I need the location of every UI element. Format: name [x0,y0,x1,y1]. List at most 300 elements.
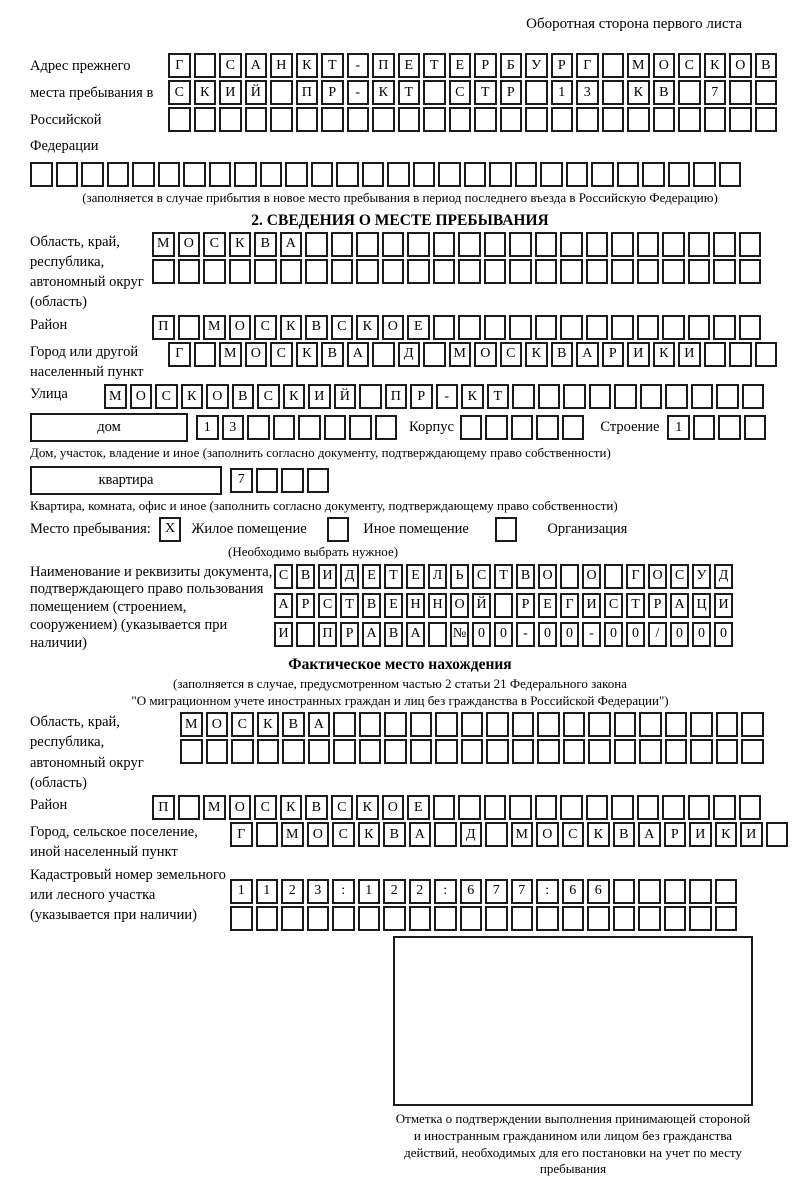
char-cell[interactable] [178,795,201,820]
char-cell[interactable] [690,712,713,737]
char-cell[interactable] [536,906,559,931]
char-cell[interactable]: К [229,232,252,257]
char-cell[interactable]: 6 [562,879,585,904]
char-cell[interactable]: 1 [667,415,690,440]
char-cell[interactable]: Г [626,564,645,589]
char-cell[interactable] [537,739,560,764]
char-cell[interactable] [387,162,410,187]
char-cell[interactable] [486,712,509,737]
char-cell[interactable]: К [356,795,379,820]
char-cell[interactable] [260,162,283,187]
char-cell[interactable] [611,259,634,284]
char-cell[interactable]: О [229,315,252,340]
char-cell[interactable]: Г [168,342,191,367]
char-cell[interactable] [637,315,660,340]
char-cell[interactable]: О [450,593,469,618]
char-cell[interactable] [560,259,583,284]
char-cell[interactable]: К [715,822,738,847]
char-cell[interactable] [664,906,687,931]
char-cell[interactable] [729,80,752,105]
char-cell[interactable] [689,879,712,904]
char-cell[interactable]: С [678,53,701,78]
char-cell[interactable] [256,906,279,931]
char-cell[interactable]: О [307,822,330,847]
char-cell[interactable] [178,259,201,284]
char-cell[interactable]: Г [230,822,253,847]
char-cell[interactable]: И [740,822,763,847]
char-cell[interactable] [409,906,432,931]
char-cell[interactable] [604,564,623,589]
char-cell[interactable] [152,259,175,284]
char-cell[interactable] [81,162,104,187]
char-cell[interactable]: А [274,593,293,618]
char-cell[interactable] [637,259,660,284]
char-cell[interactable]: В [305,315,328,340]
char-cell[interactable] [716,384,739,409]
char-cell[interactable]: Т [321,53,344,78]
char-cell[interactable] [435,712,458,737]
char-cell[interactable] [755,342,778,367]
char-cell[interactable] [486,739,509,764]
char-cell[interactable]: Е [407,795,430,820]
char-cell[interactable] [535,259,558,284]
char-cell[interactable]: К [461,384,484,409]
char-cell[interactable] [410,739,433,764]
char-cell[interactable] [689,906,712,931]
char-cell[interactable] [382,259,405,284]
char-cell[interactable]: И [219,80,242,105]
char-cell[interactable]: 2 [281,879,304,904]
char-cell[interactable] [438,162,461,187]
char-cell[interactable]: С [332,822,355,847]
char-cell[interactable]: И [678,342,701,367]
char-cell[interactable] [551,107,574,132]
char-cell[interactable] [460,415,483,440]
char-cell[interactable]: - [347,80,370,105]
char-cell[interactable]: Т [487,384,510,409]
char-cell[interactable] [562,906,585,931]
char-cell[interactable] [194,53,217,78]
char-cell[interactable] [588,739,611,764]
char-cell[interactable] [576,107,599,132]
char-cell[interactable] [219,107,242,132]
char-cell[interactable] [280,259,303,284]
char-cell[interactable] [307,468,330,493]
char-cell[interactable]: В [321,342,344,367]
char-cell[interactable]: А [308,712,331,737]
char-cell[interactable] [637,795,660,820]
char-cell[interactable] [484,315,507,340]
char-cell[interactable]: Р [340,622,359,647]
char-cell[interactable] [688,795,711,820]
char-cell[interactable] [410,712,433,737]
char-cell[interactable]: О [648,564,667,589]
char-cell[interactable]: И [308,384,331,409]
char-cell[interactable]: / [648,622,667,647]
char-cell[interactable]: В [254,232,277,257]
char-cell[interactable] [458,232,481,257]
char-cell[interactable]: Е [362,564,381,589]
char-cell[interactable]: К [525,342,548,367]
char-cell[interactable]: 0 [538,622,557,647]
char-cell[interactable] [358,906,381,931]
char-cell[interactable] [563,712,586,737]
char-cell[interactable]: О [229,795,252,820]
char-cell[interactable]: М [152,232,175,257]
char-cell[interactable]: Т [398,80,421,105]
char-cell[interactable] [428,622,447,647]
char-cell[interactable] [755,80,778,105]
char-cell[interactable]: В [755,53,778,78]
char-cell[interactable] [423,342,446,367]
char-cell[interactable] [245,107,268,132]
char-cell[interactable] [285,162,308,187]
char-cell[interactable] [602,53,625,78]
char-cell[interactable]: В [305,795,328,820]
char-cell[interactable] [398,107,421,132]
char-cell[interactable]: И [582,593,601,618]
char-cell[interactable]: В [296,564,315,589]
char-cell[interactable]: В [384,622,403,647]
char-cell[interactable] [662,315,685,340]
char-cell[interactable] [296,107,319,132]
char-cell[interactable]: П [152,795,175,820]
char-cell[interactable] [729,107,752,132]
char-cell[interactable]: Р [516,593,535,618]
char-cell[interactable]: Е [449,53,472,78]
char-cell[interactable] [611,232,634,257]
char-cell[interactable]: 0 [714,622,733,647]
char-cell[interactable] [247,415,270,440]
char-cell[interactable]: С [500,342,523,367]
char-cell[interactable] [209,162,232,187]
char-cell[interactable]: М [180,712,203,737]
char-cell[interactable] [755,107,778,132]
char-cell[interactable] [744,415,767,440]
char-cell[interactable] [474,107,497,132]
char-cell[interactable]: П [296,80,319,105]
char-cell[interactable]: А [670,593,689,618]
char-cell[interactable]: 0 [670,622,689,647]
char-cell[interactable]: - [582,622,601,647]
char-cell[interactable]: 7 [704,80,727,105]
char-cell[interactable]: К [280,315,303,340]
char-cell[interactable] [281,468,304,493]
char-cell[interactable] [382,232,405,257]
char-cell[interactable] [613,906,636,931]
char-cell[interactable]: А [576,342,599,367]
char-cell[interactable] [308,739,331,764]
char-cell[interactable] [563,739,586,764]
char-cell[interactable]: Е [407,315,430,340]
char-cell[interactable] [653,107,676,132]
char-cell[interactable]: С [318,593,337,618]
char-cell[interactable] [664,879,687,904]
char-cell[interactable]: Т [340,593,359,618]
char-cell[interactable] [458,315,481,340]
char-cell[interactable] [511,906,534,931]
char-cell[interactable]: С [331,795,354,820]
char-cell[interactable] [332,906,355,931]
char-cell[interactable] [489,162,512,187]
char-cell[interactable] [525,107,548,132]
char-cell[interactable] [484,232,507,257]
char-cell[interactable]: С [604,593,623,618]
char-cell[interactable] [423,80,446,105]
char-cell[interactable] [231,739,254,764]
char-cell[interactable] [433,232,456,257]
char-cell[interactable] [324,415,347,440]
char-cell[interactable]: О [206,384,229,409]
char-cell[interactable] [627,107,650,132]
char-cell[interactable] [560,795,583,820]
char-cell[interactable]: Р [500,80,523,105]
char-cell[interactable]: Т [626,593,645,618]
char-cell[interactable] [434,822,457,847]
char-cell[interactable]: Р [410,384,433,409]
char-cell[interactable]: К [283,384,306,409]
char-cell[interactable]: 7 [230,468,253,493]
char-cell[interactable]: 1 [358,879,381,904]
char-cell[interactable] [642,162,665,187]
char-cell[interactable]: Т [384,564,403,589]
char-cell[interactable]: С [472,564,491,589]
char-cell[interactable] [741,712,764,737]
char-cell[interactable]: И [689,822,712,847]
char-cell[interactable]: И [627,342,650,367]
char-cell[interactable] [407,232,430,257]
char-cell[interactable] [586,259,609,284]
char-cell[interactable]: С [562,822,585,847]
char-cell[interactable] [704,342,727,367]
char-cell[interactable]: : [536,879,559,904]
char-cell[interactable]: Р [648,593,667,618]
char-cell[interactable]: К [296,53,319,78]
char-cell[interactable] [433,259,456,284]
char-cell[interactable]: № [450,622,469,647]
char-cell[interactable] [693,162,716,187]
char-cell[interactable] [536,415,559,440]
char-cell[interactable] [433,795,456,820]
char-cell[interactable] [484,259,507,284]
char-cell[interactable] [713,259,736,284]
char-cell[interactable]: 1 [196,415,219,440]
char-cell[interactable]: К [280,795,303,820]
char-cell[interactable]: С [219,53,242,78]
char-cell[interactable] [538,384,561,409]
char-cell[interactable]: О [382,795,405,820]
char-cell[interactable] [611,315,634,340]
char-cell[interactable] [509,259,532,284]
char-cell[interactable]: О [474,342,497,367]
char-cell[interactable] [270,107,293,132]
char-cell[interactable] [535,232,558,257]
char-cell[interactable] [535,795,558,820]
char-cell[interactable]: К [372,80,395,105]
char-cell[interactable]: 2 [383,879,406,904]
char-cell[interactable] [512,384,535,409]
char-cell[interactable] [375,415,398,440]
char-cell[interactable]: В [653,80,676,105]
char-cell[interactable]: А [406,622,425,647]
char-cell[interactable] [614,712,637,737]
char-cell[interactable] [688,315,711,340]
char-cell[interactable] [739,315,762,340]
char-cell[interactable]: К [358,822,381,847]
char-cell[interactable]: А [409,822,432,847]
char-cell[interactable] [560,315,583,340]
char-cell[interactable]: Г [168,53,191,78]
char-cell[interactable]: В [613,822,636,847]
char-cell[interactable] [515,162,538,187]
char-cell[interactable]: Р [474,53,497,78]
char-cell[interactable] [56,162,79,187]
char-cell[interactable]: Р [296,593,315,618]
char-cell[interactable] [511,415,534,440]
char-cell[interactable] [715,906,738,931]
char-cell[interactable]: С [231,712,254,737]
char-cell[interactable] [588,712,611,737]
char-cell[interactable] [256,822,279,847]
char-cell[interactable]: И [274,622,293,647]
char-cell[interactable]: К [296,342,319,367]
char-cell[interactable] [203,259,226,284]
char-cell[interactable] [614,739,637,764]
char-cell[interactable] [494,593,513,618]
char-cell[interactable] [349,415,372,440]
char-cell[interactable] [509,232,532,257]
char-cell[interactable] [282,739,305,764]
char-cell[interactable]: О [178,232,201,257]
char-cell[interactable]: А [347,342,370,367]
char-cell[interactable]: 2 [409,879,432,904]
char-cell[interactable]: О [130,384,153,409]
char-cell[interactable] [668,162,691,187]
char-cell[interactable]: М [203,795,226,820]
char-cell[interactable] [107,162,130,187]
char-cell[interactable]: А [638,822,661,847]
char-cell[interactable] [509,315,532,340]
char-cell[interactable]: Т [423,53,446,78]
char-cell[interactable]: Г [560,593,579,618]
char-cell[interactable]: 0 [626,622,645,647]
char-cell[interactable] [537,712,560,737]
char-cell[interactable] [586,795,609,820]
char-cell[interactable] [362,162,385,187]
char-cell[interactable] [372,107,395,132]
char-cell[interactable]: 3 [307,879,330,904]
char-cell[interactable] [678,80,701,105]
char-cell[interactable]: 0 [494,622,513,647]
char-cell[interactable]: К [257,712,280,737]
char-cell[interactable] [384,739,407,764]
char-cell[interactable] [766,822,789,847]
char-cell[interactable]: Р [321,80,344,105]
char-cell[interactable] [713,232,736,257]
char-cell[interactable] [458,259,481,284]
char-cell[interactable]: 6 [587,879,610,904]
char-cell[interactable]: М [449,342,472,367]
char-cell[interactable] [234,162,257,187]
char-cell[interactable]: Д [460,822,483,847]
char-cell[interactable]: Е [406,564,425,589]
char-cell[interactable] [638,879,661,904]
char-cell[interactable]: К [704,53,727,78]
char-cell[interactable] [602,80,625,105]
char-cell[interactable]: С [449,80,472,105]
char-cell[interactable]: Ц [692,593,711,618]
char-cell[interactable] [229,259,252,284]
char-cell[interactable]: М [511,822,534,847]
char-cell[interactable] [356,232,379,257]
char-cell[interactable]: К [653,342,676,367]
char-cell[interactable] [509,795,532,820]
char-cell[interactable]: У [525,53,548,78]
char-cell[interactable] [638,906,661,931]
char-cell[interactable]: Н [270,53,293,78]
char-cell[interactable]: Р [602,342,625,367]
char-cell[interactable] [180,739,203,764]
char-cell[interactable]: Р [664,822,687,847]
char-cell[interactable] [739,259,762,284]
char-cell[interactable]: Н [428,593,447,618]
char-cell[interactable] [512,739,535,764]
char-cell[interactable] [194,342,217,367]
char-cell[interactable]: А [362,622,381,647]
char-cell[interactable] [613,879,636,904]
char-cell[interactable] [713,315,736,340]
char-cell[interactable] [665,384,688,409]
char-cell[interactable] [333,739,356,764]
char-cell[interactable]: К [356,315,379,340]
char-cell[interactable] [449,107,472,132]
char-cell[interactable]: И [318,564,337,589]
char-cell[interactable] [359,384,382,409]
char-cell[interactable] [331,232,354,257]
char-cell[interactable]: В [232,384,255,409]
char-cell[interactable] [540,162,563,187]
char-cell[interactable]: Е [384,593,403,618]
char-cell[interactable] [311,162,334,187]
char-cell[interactable] [296,622,315,647]
char-cell[interactable]: С [257,384,280,409]
char-cell[interactable]: М [281,822,304,847]
char-cell[interactable]: 1 [256,879,279,904]
char-cell[interactable]: О [538,564,557,589]
char-cell[interactable]: 1 [551,80,574,105]
char-cell[interactable] [298,415,321,440]
char-cell[interactable]: С [270,342,293,367]
char-cell[interactable]: Е [538,593,557,618]
char-cell[interactable] [688,259,711,284]
char-cell[interactable]: - [516,622,535,647]
char-cell[interactable] [586,315,609,340]
char-cell[interactable] [168,107,191,132]
char-cell[interactable] [742,384,765,409]
char-cell[interactable] [587,906,610,931]
char-cell[interactable] [254,259,277,284]
char-cell[interactable]: Г [576,53,599,78]
char-cell[interactable] [359,739,382,764]
char-cell[interactable] [591,162,614,187]
char-cell[interactable] [383,906,406,931]
char-cell[interactable]: 0 [472,622,491,647]
char-cell[interactable] [729,342,752,367]
char-cell[interactable] [512,712,535,737]
char-cell[interactable] [716,712,739,737]
char-cell[interactable]: В [551,342,574,367]
char-cell[interactable] [715,879,738,904]
